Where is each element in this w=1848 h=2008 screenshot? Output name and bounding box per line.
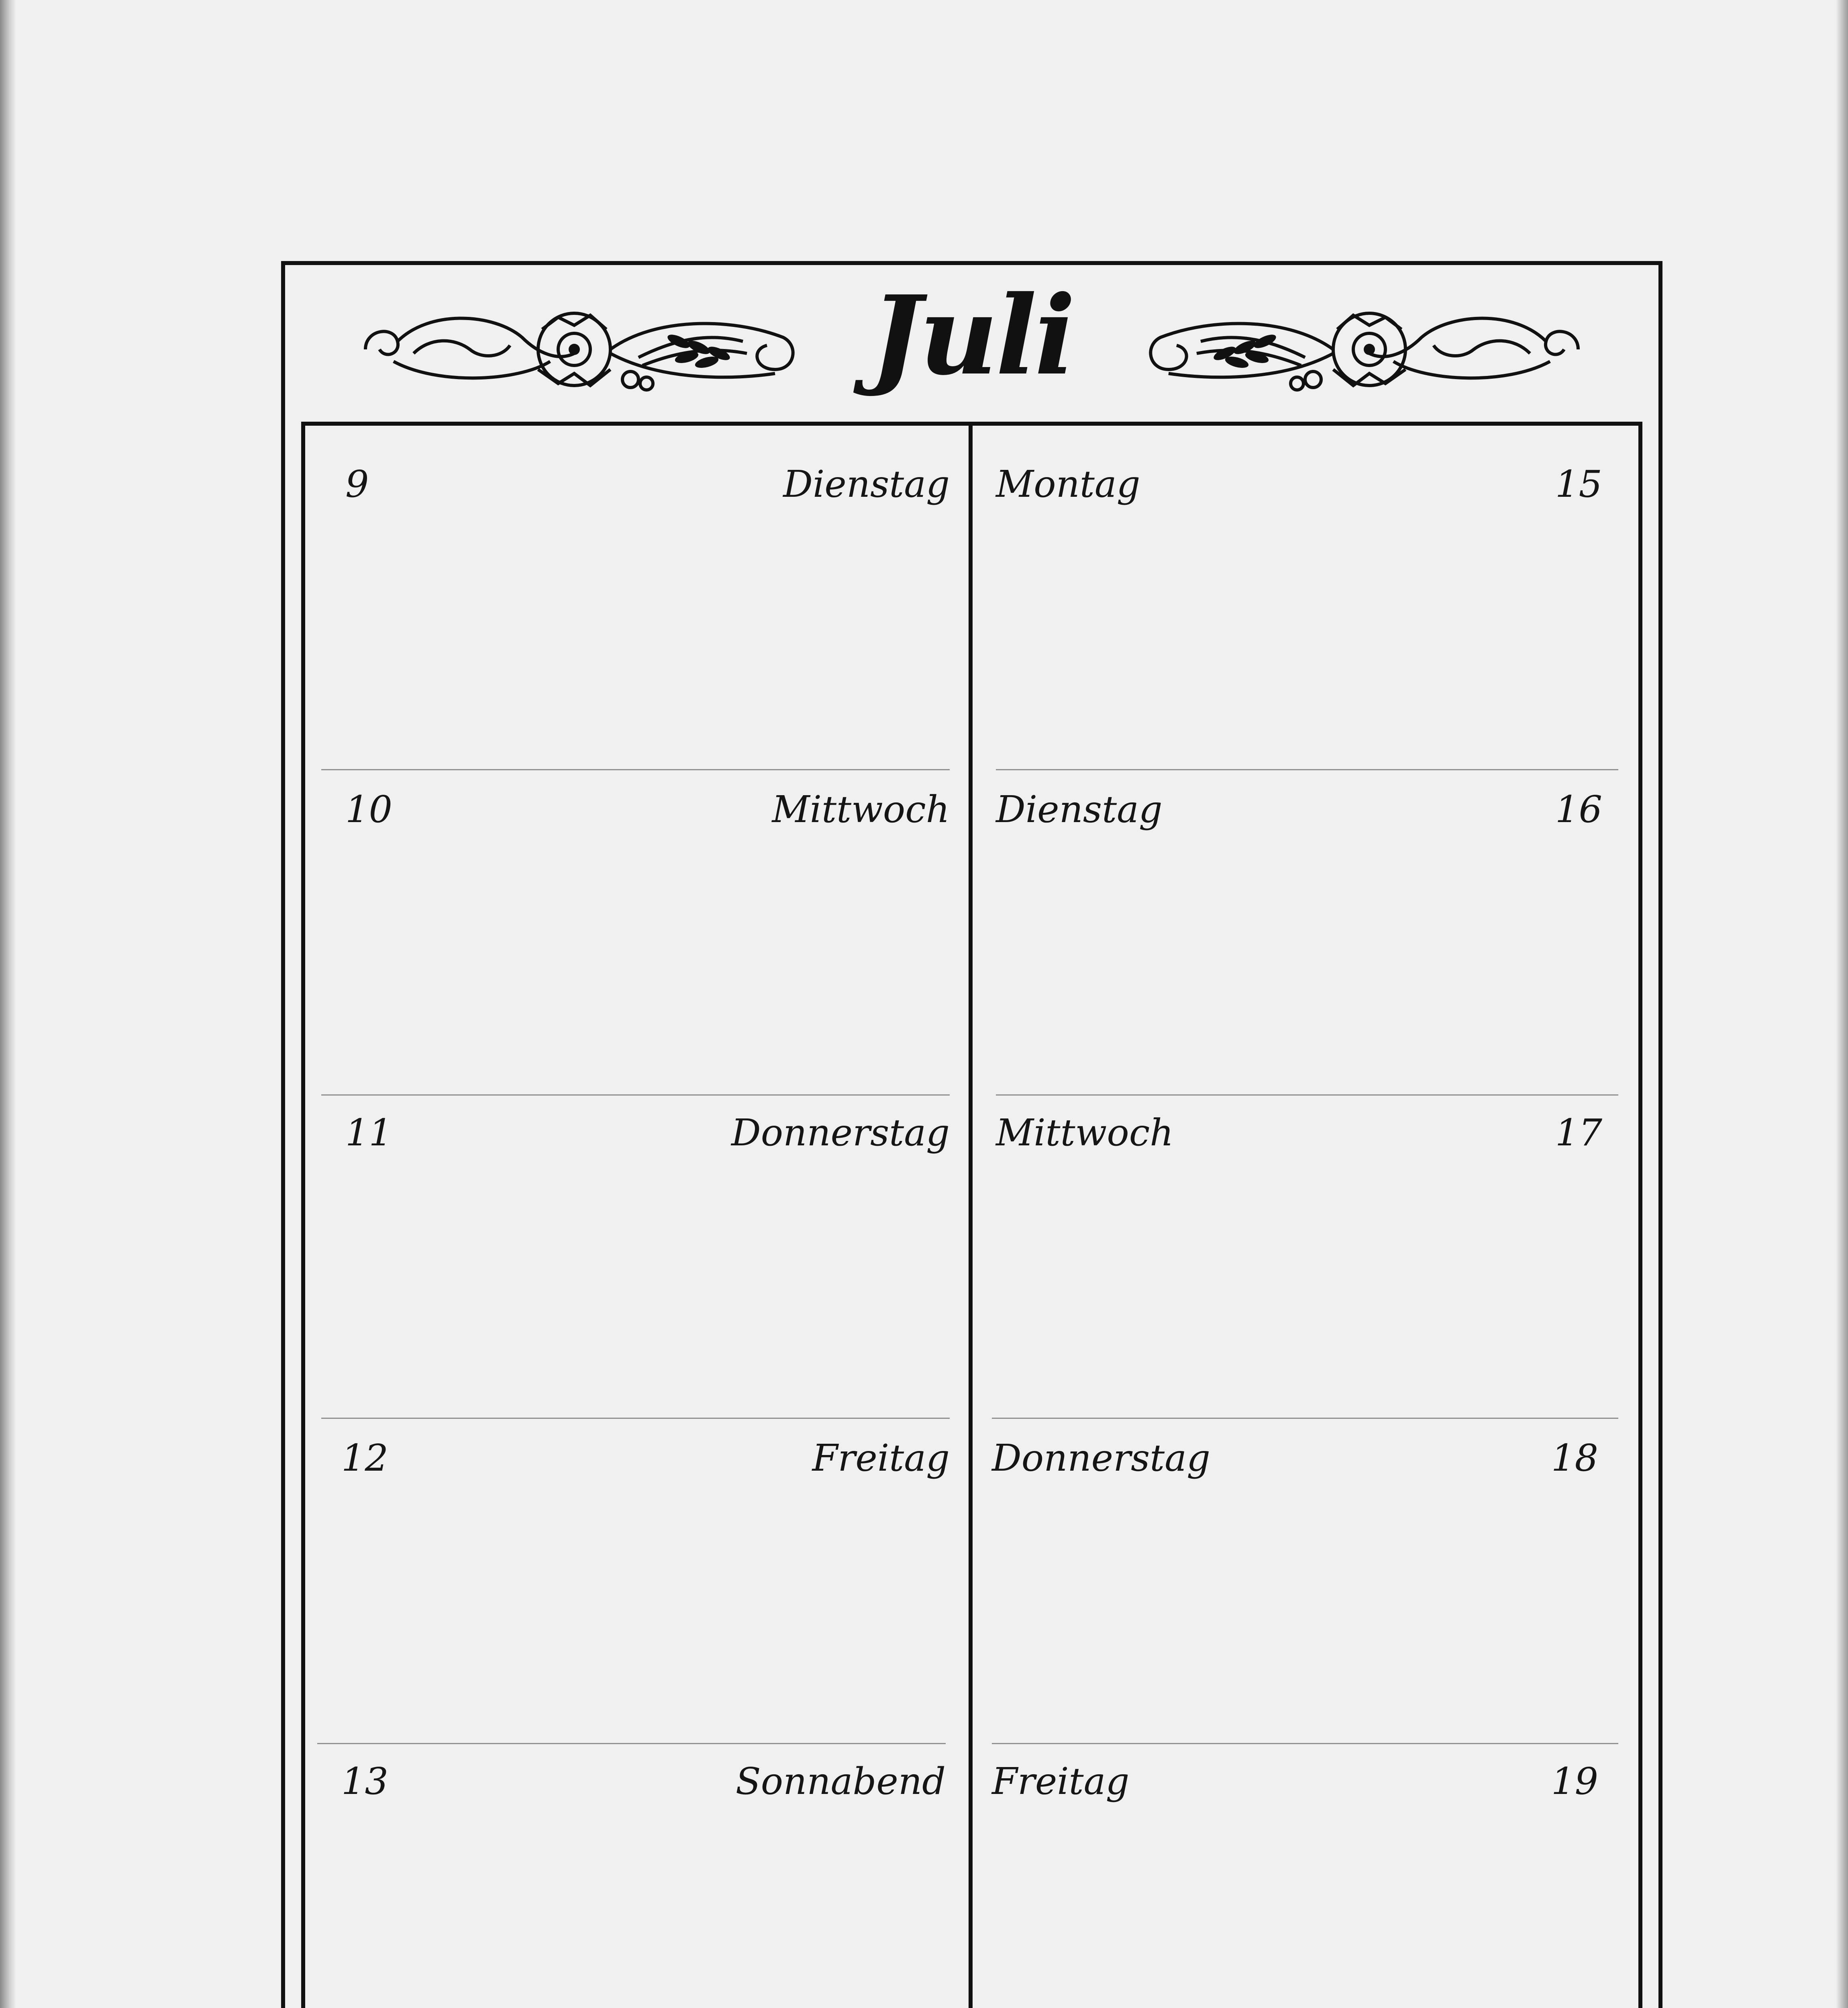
day-number: 9 [345,463,369,506]
day-weekday: Dienstag [783,463,950,506]
page-edge-right [1836,0,1848,2008]
day-number: 16 [1555,788,1602,831]
day-number: 11 [345,1111,393,1154]
day-cell-left-3[interactable] [321,1400,950,1713]
day-number: 18 [1551,1437,1598,1479]
page-edge-left [0,0,16,2008]
month-title: Juli [870,271,1073,399]
day-weekday: Mittwoch [996,1111,1174,1154]
calendar-header [281,265,1662,422]
day-cell-left-0[interactable] [321,426,950,739]
day-number: 15 [1555,463,1602,506]
day-cell-left-1[interactable] [321,751,950,1064]
floral-scroll-ornament-icon [1132,293,1594,398]
day-cell-left-4[interactable] [317,1723,946,2008]
day-weekday: Donnerstag [992,1437,1211,1479]
day-weekday: Sonnabend [735,1760,946,1803]
day-weekday: Mittwoch [772,788,950,831]
day-number: 17 [1555,1111,1602,1154]
day-weekday: Donnerstag [731,1111,950,1154]
day-cell-right-1[interactable] [996,751,1618,1064]
day-cell-right-4[interactable] [992,1723,1618,2008]
day-weekday: Montag [996,463,1140,506]
day-number: 10 [345,788,393,831]
day-number: 19 [1551,1760,1598,1803]
day-cell-left-2[interactable] [321,1074,950,1388]
floral-scroll-ornament-icon [349,293,811,398]
day-weekday: Dienstag [996,788,1163,831]
day-cell-right-0[interactable] [996,426,1618,739]
day-weekday: Freitag [992,1760,1130,1803]
day-weekday: Freitag [812,1437,950,1479]
column-divider [969,424,973,2008]
day-cell-right-3[interactable] [992,1400,1618,1713]
day-number: 12 [341,1437,389,1479]
day-number: 13 [341,1760,389,1803]
day-cell-right-2[interactable] [996,1074,1618,1388]
